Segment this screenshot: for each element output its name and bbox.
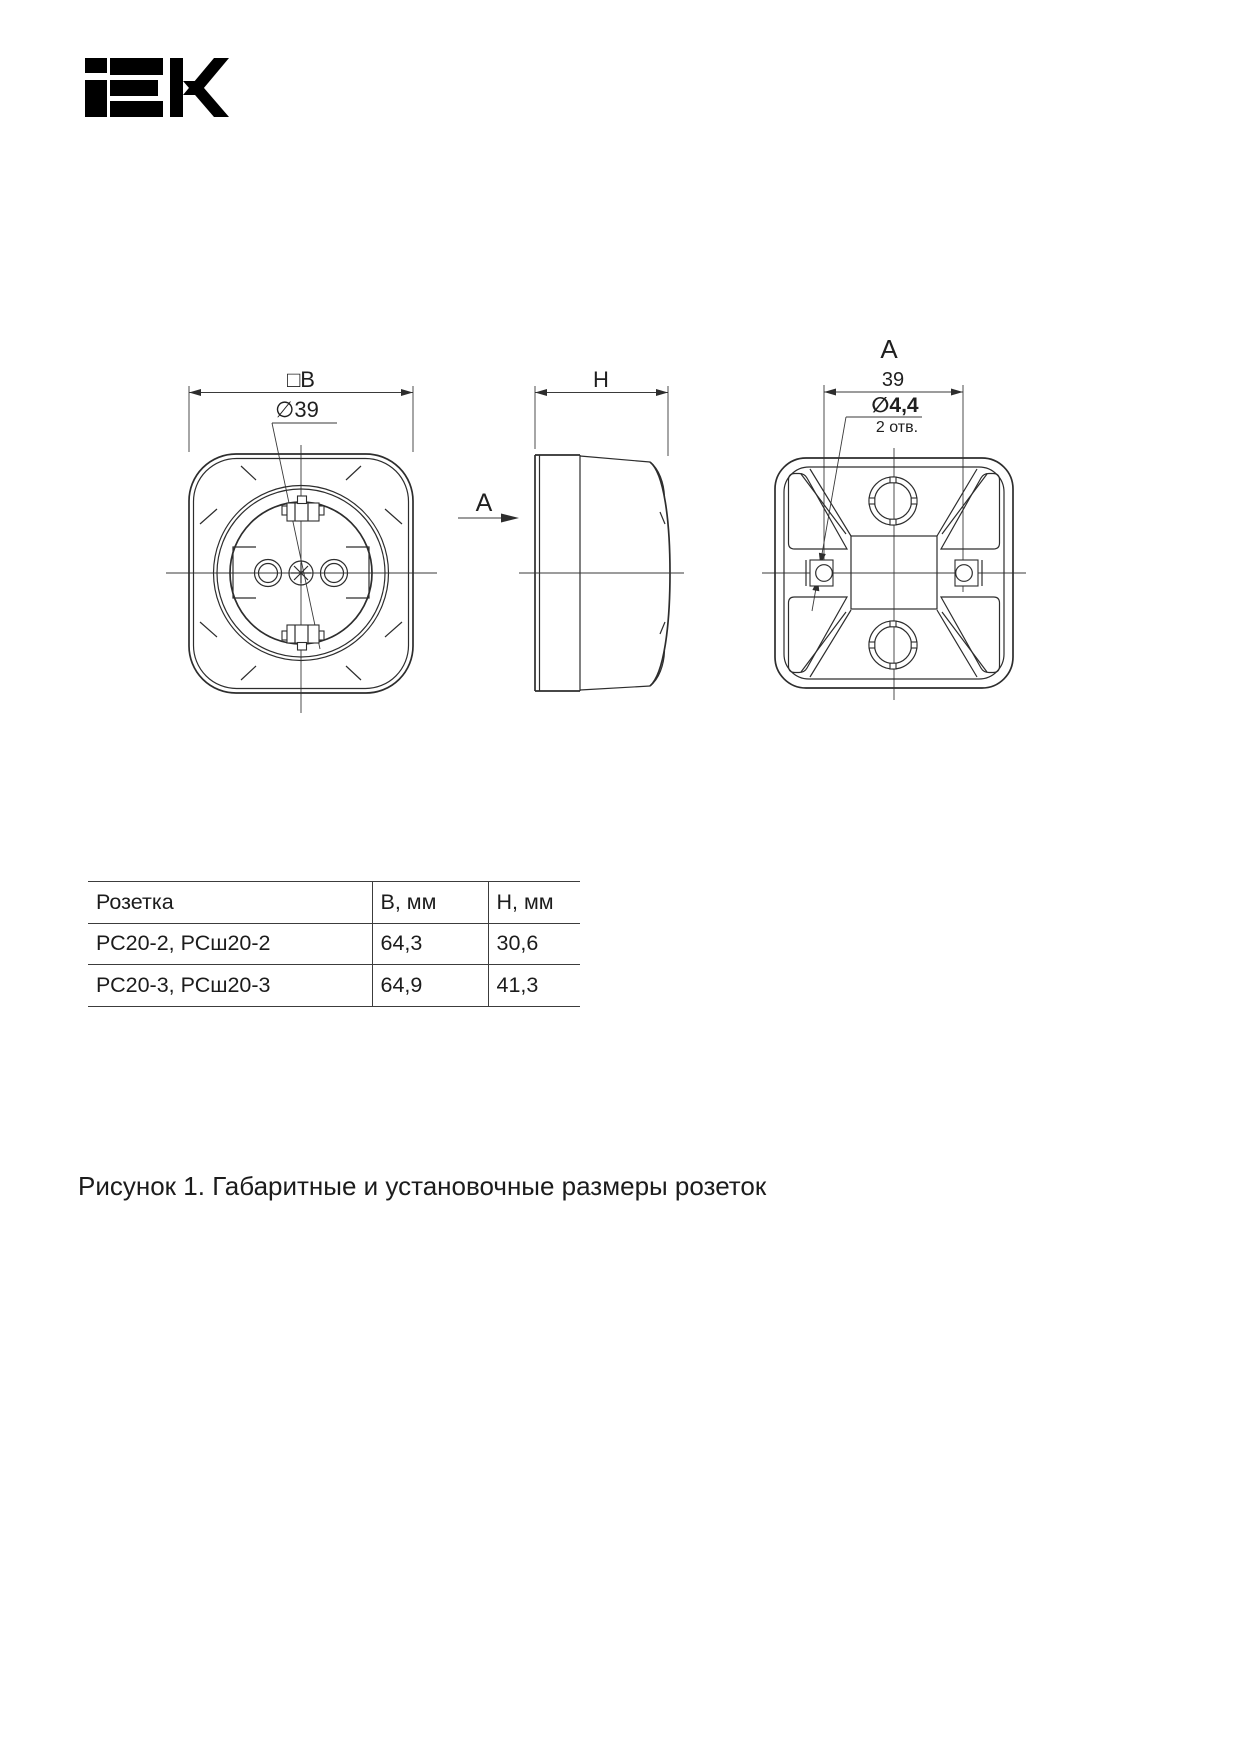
dim-label-h: H: [593, 367, 609, 392]
value-b: 64,3: [372, 923, 488, 965]
col-header-socket: Розетка: [96, 889, 174, 914]
dimensional-drawing: [0, 0, 1242, 770]
dim-label-b: □B: [287, 367, 315, 392]
mounting-lug-right: [955, 560, 982, 586]
view-arrow-label: A: [475, 489, 493, 517]
view-title: A: [880, 334, 898, 364]
side-slot: [233, 547, 256, 598]
front-view: [166, 367, 437, 713]
socket-dome-profile: [650, 462, 670, 686]
value-b: 64,9: [372, 965, 488, 1007]
earth-clip-bottom: [282, 625, 324, 650]
table-row: [88, 965, 580, 1007]
col-header-h: H, мм: [488, 882, 580, 924]
mounting-lug-left: [806, 560, 833, 586]
table-header-row: [88, 882, 580, 924]
value-h: 41,3: [488, 965, 580, 1007]
col-header-b: B, мм: [372, 882, 488, 924]
side-view: [458, 367, 684, 691]
table-row: [88, 923, 580, 965]
corner-pocket: [941, 474, 1000, 550]
value-h: 30,6: [488, 923, 580, 965]
dim-label-d39: ∅39: [275, 397, 319, 422]
back-view: [762, 334, 1026, 700]
socket-model: РС20-2, РСш20-2: [96, 931, 271, 956]
corner-pocket: [789, 474, 848, 550]
side-slot: [346, 547, 369, 598]
corner-pocket: [789, 597, 848, 673]
dim-label-39: 39: [881, 369, 905, 391]
cable-knockout-bottom: [869, 621, 917, 669]
hole-count-label: 2 отв.: [875, 419, 919, 436]
dimensions-table: [88, 881, 580, 1007]
cable-knockout-top: [869, 477, 917, 525]
socket-model: РС20-3, РСш20-3: [96, 972, 271, 997]
leader-line: [272, 423, 320, 649]
corner-pocket: [941, 597, 1000, 673]
figure-caption: Рисунок 1. Габаритные и установочные размеры розеток: [78, 1171, 767, 1201]
dim-label-d44: ∅4,4: [871, 394, 919, 417]
